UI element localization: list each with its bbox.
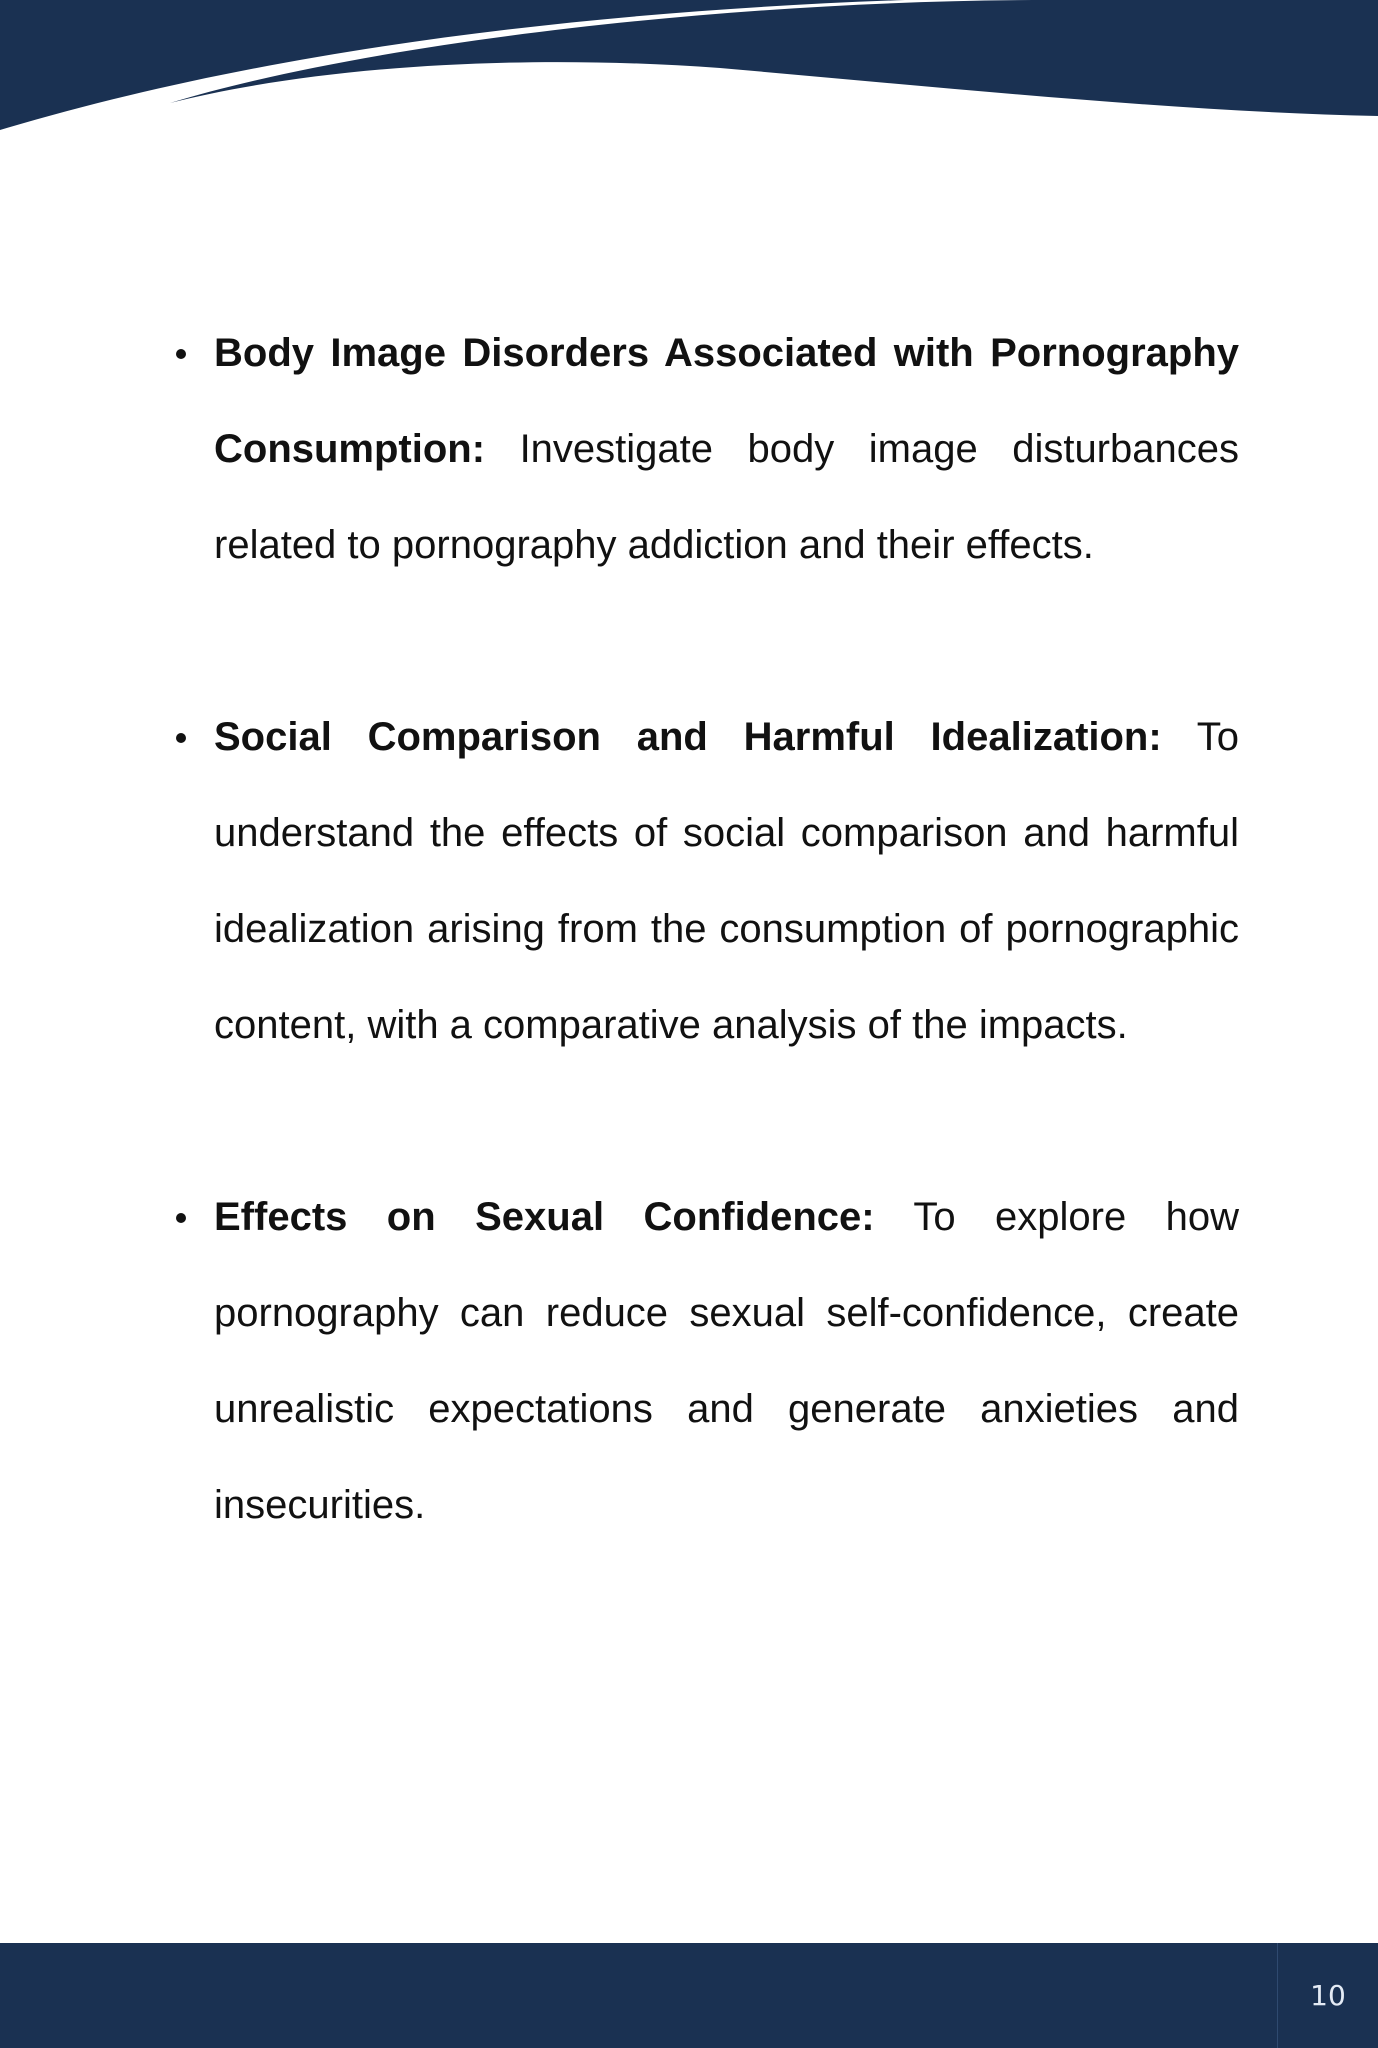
bullet-social-comparison xyxy=(176,689,1239,1073)
bullet-dot-icon xyxy=(176,733,186,743)
header-wave-decoration xyxy=(0,0,1378,135)
bullet-text: To understand the effects of social comparison and harmful idealization arising from the consumption of pornographic content, with a comparative analysis of the impacts. xyxy=(214,715,1239,1047)
bullet-body-image xyxy=(176,305,1239,593)
bullet-text: To explore how pornography can reduce sexual self-confidence, create unrealistic expectations and generate anxieties and insecurities. xyxy=(214,1195,1240,1527)
bullet-list xyxy=(176,305,1239,1553)
main-content xyxy=(176,305,1239,1649)
bullet-text: Investigate body image disturbances related to pornography addiction and their effects. xyxy=(214,427,1239,567)
footer-bar xyxy=(0,1943,1378,2048)
bullet-dot-icon xyxy=(176,349,186,359)
page-number: 10 xyxy=(1277,1943,1378,2048)
bullet-title: Social Comparison and Harmful Idealization: xyxy=(214,715,1162,759)
bullet-dot-icon xyxy=(176,1213,186,1223)
bullet-title: Body Image Disorders Associated with Pornography Consumption: xyxy=(214,331,1239,471)
bullet-title: Effects on Sexual Confidence: xyxy=(214,1195,875,1239)
bullet-sexual-confidence xyxy=(176,1169,1239,1553)
